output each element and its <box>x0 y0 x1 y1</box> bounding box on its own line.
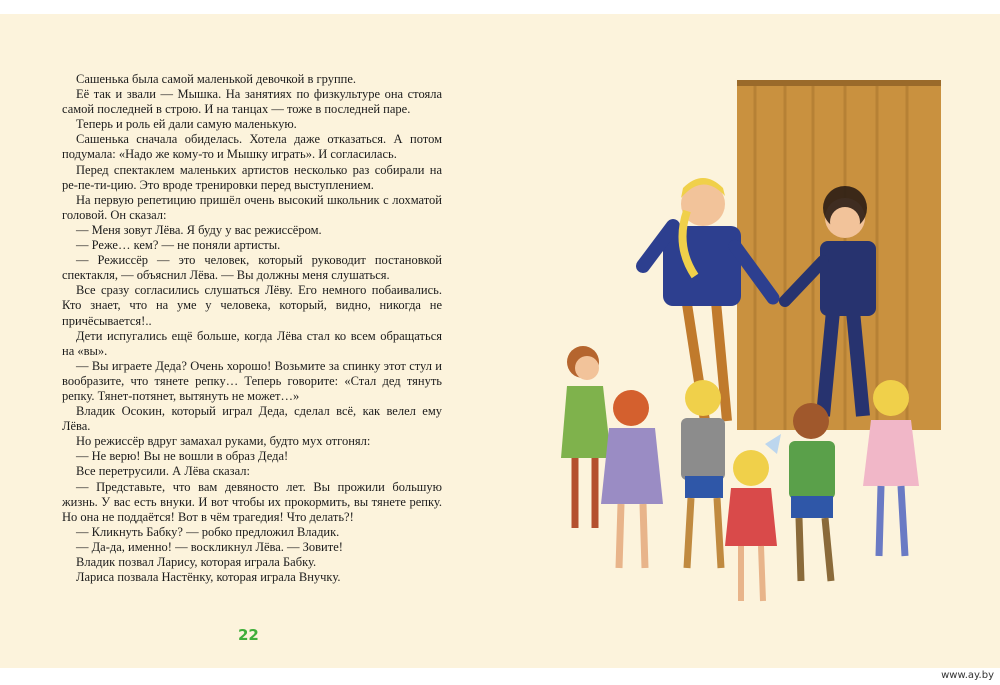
paragraph: Лариса позвала Настёнку, которая играла Внучку. <box>76 570 341 585</box>
paragraph: Владик позвал Ларису, которая играла Бабку. <box>76 555 317 569</box>
child-boy-grey-vest <box>681 380 725 568</box>
paragraph: — Вы играете Деда? Очень хорошо! Возьмите за спинку этот стул и вообразите, что тянете репку… Теперь говорите: «Стал дед тянуть репку. Тянет-потянет, вытянуть не может…» <box>62 358 442 403</box>
story-text <box>62 72 442 585</box>
child-girl-blonde-bow <box>725 434 781 601</box>
paragraph: — Меня зовут Лёва. Я буду у вас режиссёром. <box>76 222 322 237</box>
paragraph: Сашенька была самой маленькой девочкой в группе. <box>76 72 357 86</box>
paragraph: Все сразу согласились слушаться Лёву. Его немного побаивались. Кто знает, что на уме у человека, который, видно, никогда не причёсывается!.. <box>62 283 442 328</box>
paragraph: Её так и звали — Мышка. На занятиях по физкультуре она стояла самой последней в строю. И на танцах — тоже в последней паре. <box>62 87 442 117</box>
paragraph: Дети испугались ещё больше, когда Лёва стал ко всем обращаться на «вы». <box>62 328 442 358</box>
paragraph: — Реже… кем? — не поняли артисты. <box>76 238 281 253</box>
paragraph: Все перетрусили. А Лёва сказал: <box>76 464 250 479</box>
rehearsal-illustration <box>545 76 945 616</box>
paragraph: Перед спектаклем маленьких артистов несколько раз собирали на ре-пе-ти-цию. Это вроде тренировки перед выступлением. <box>62 162 442 192</box>
paragraph: — Не верю! Вы не вошли в образ Деда! <box>76 449 289 464</box>
paragraph: — Кликнуть Бабку? — робко предложил Владик. <box>76 524 340 539</box>
page-number: 22 <box>238 626 259 644</box>
book-spread <box>0 14 1000 668</box>
paragraph: Владик Осокин, который играл Деда, сделал всё, как велел ему Лёва. <box>62 404 442 434</box>
watermark: www.ay.by <box>941 670 994 681</box>
paragraph: — Режиссёр — это человек, который руководит постановкой спектакля, — объяснил Лёва. — Вы должны меня слушаться. <box>62 253 442 283</box>
paragraph: Но режиссёр вдруг замахал руками, будто мух отгонял: <box>76 434 371 449</box>
paragraph: Сашенька сначала обиделась. Хотела даже отказаться. А потом подумала: «Надо же кому-то и Мышку играть». И согласилась. <box>62 132 442 162</box>
paragraph: На первую репетицию пришёл очень высокий школьник с лохматой головой. Он сказал: <box>62 192 442 222</box>
paragraph: — Представьте, что вам девяносто лет. Вы прожили большую жизнь. У вас есть внуки. И вот чтобы их прокормить, вы тянете репку. Но она не поддаётся! Вот в чём трагедия! Что делать?! <box>62 479 442 524</box>
paragraph: — Да-да, именно! — воскликнул Лёва. — Зовите! <box>76 539 343 554</box>
paragraph: Теперь и роль ей дали самую маленькую. <box>76 117 297 132</box>
child-girl-red-hair <box>601 390 663 568</box>
